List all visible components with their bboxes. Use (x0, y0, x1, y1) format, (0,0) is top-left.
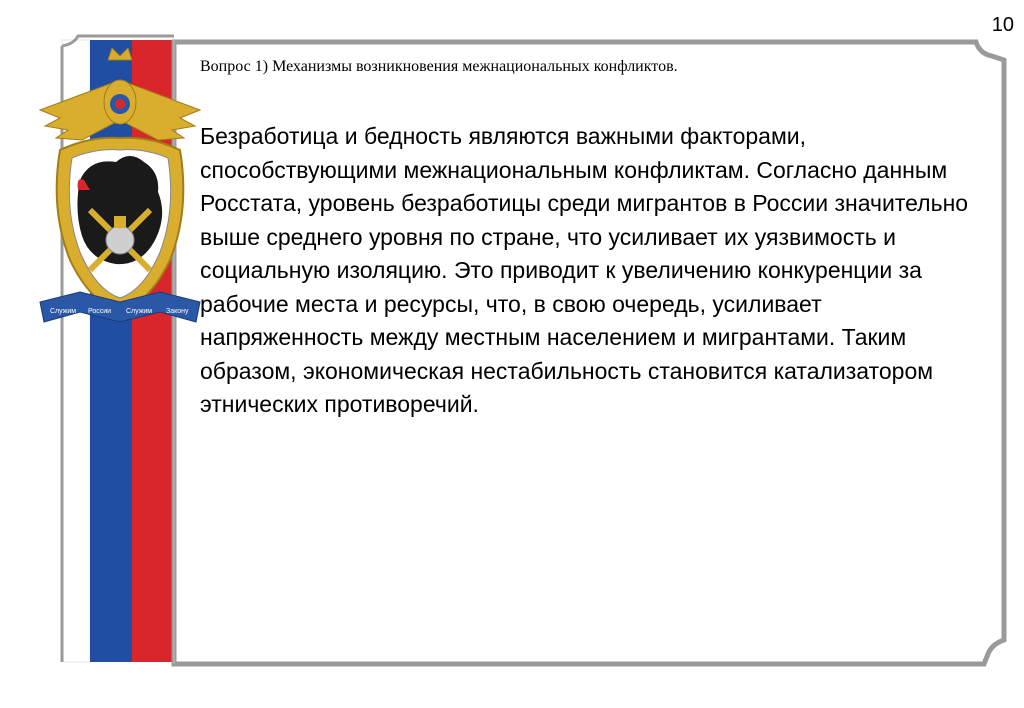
ribbon-word-3: Служим (126, 308, 153, 315)
ribbon-word-2: России (88, 308, 112, 315)
ribbon-word-1: Служим (50, 308, 77, 315)
coat-of-arms-icon (20, 40, 220, 340)
page-number: 10 (991, 14, 1014, 36)
ribbon-word-4: Закону (166, 308, 189, 315)
question-title: Вопрос 1) Механизмы возникновения межнациональных конфликтов. (200, 58, 678, 75)
body-paragraph: Безработица и бедность являются важными факторами, способствующими межнациональным конфликтам. Согласно данным Росстата, уровень безработицы среди мигрантов в России значительно выше среднего уровня по стране, что усиливает их уязвимость и социальную изоляцию. Это приводит к увеличению конкуренции за рабочие места и ресурсы, что, в свою очередь, усиливает напряженность между местным населением и мигрантами. Таким образом, экономическая нестабильность становится катализатором этнических противоречий. (200, 123, 969, 417)
